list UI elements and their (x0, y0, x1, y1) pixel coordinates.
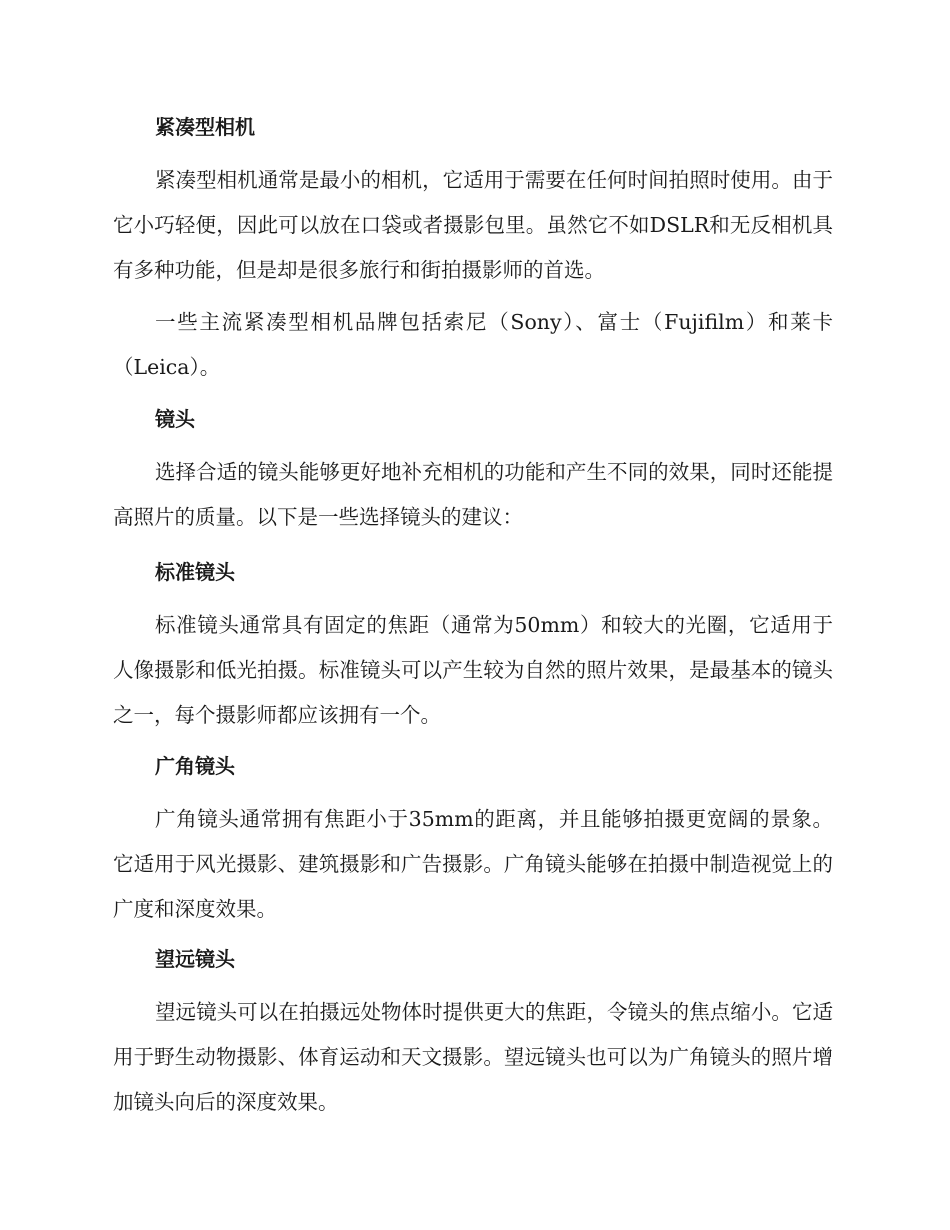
paragraph-telephoto-lens: 望远镜头可以在拍摄远处物体时提供更大的焦距，令镜头的焦点缩小。它适用于野生动物摄影、体育运动和天文摄影。望远镜头也可以为广角镜头的照片增加镜头向后的深度效果。 (113, 1000, 833, 1114)
paragraph-wide-angle-lens: 广角镜头通常拥有焦距小于35mm的距离，并且能够拍摄更宽阔的景象。它适用于风光摄影、建筑摄影和广告摄影。广角镜头能够在拍摄中制造视觉上的广度和深度效果。 (113, 807, 833, 921)
paragraph-compact-camera-intro: 紧凑型相机通常是最小的相机，它适用于需要在任何时间拍照时使用。由于它小巧轻便，因此可以放在口袋或者摄影包里。虽然它不如DSLR和无反相机具有多种功能，但是却是很多旅行和街拍摄影师的首选。 (113, 168, 833, 282)
document-page (113, 0, 833, 1230)
section-heading-standard-lens: 标准镜头 (155, 560, 235, 584)
section-heading-wide-angle-lens: 广角镜头 (155, 754, 235, 778)
section-heading-lens: 镜头 (155, 407, 195, 431)
section-heading-telephoto-lens: 望远镜头 (155, 947, 235, 971)
paragraph-standard-lens: 标准镜头通常具有固定的焦距（通常为50mm）和较大的光圈，它适用于人像摄影和低光拍摄。标准镜头可以产生较为自然的照片效果，是最基本的镜头之一，每个摄影师都应该拥有一个。 (113, 613, 833, 727)
section-heading-compact-camera: 紧凑型相机 (155, 115, 255, 139)
paragraph-compact-camera-brands: 一些主流紧凑型相机品牌包括索尼（Sony）、富士（Fujifilm）和莱卡（Leica）。 (113, 310, 833, 379)
paragraph-lens-intro: 选择合适的镜头能够更好地补充相机的功能和产生不同的效果，同时还能提高照片的质量。以下是一些选择镜头的建议： (113, 460, 833, 529)
